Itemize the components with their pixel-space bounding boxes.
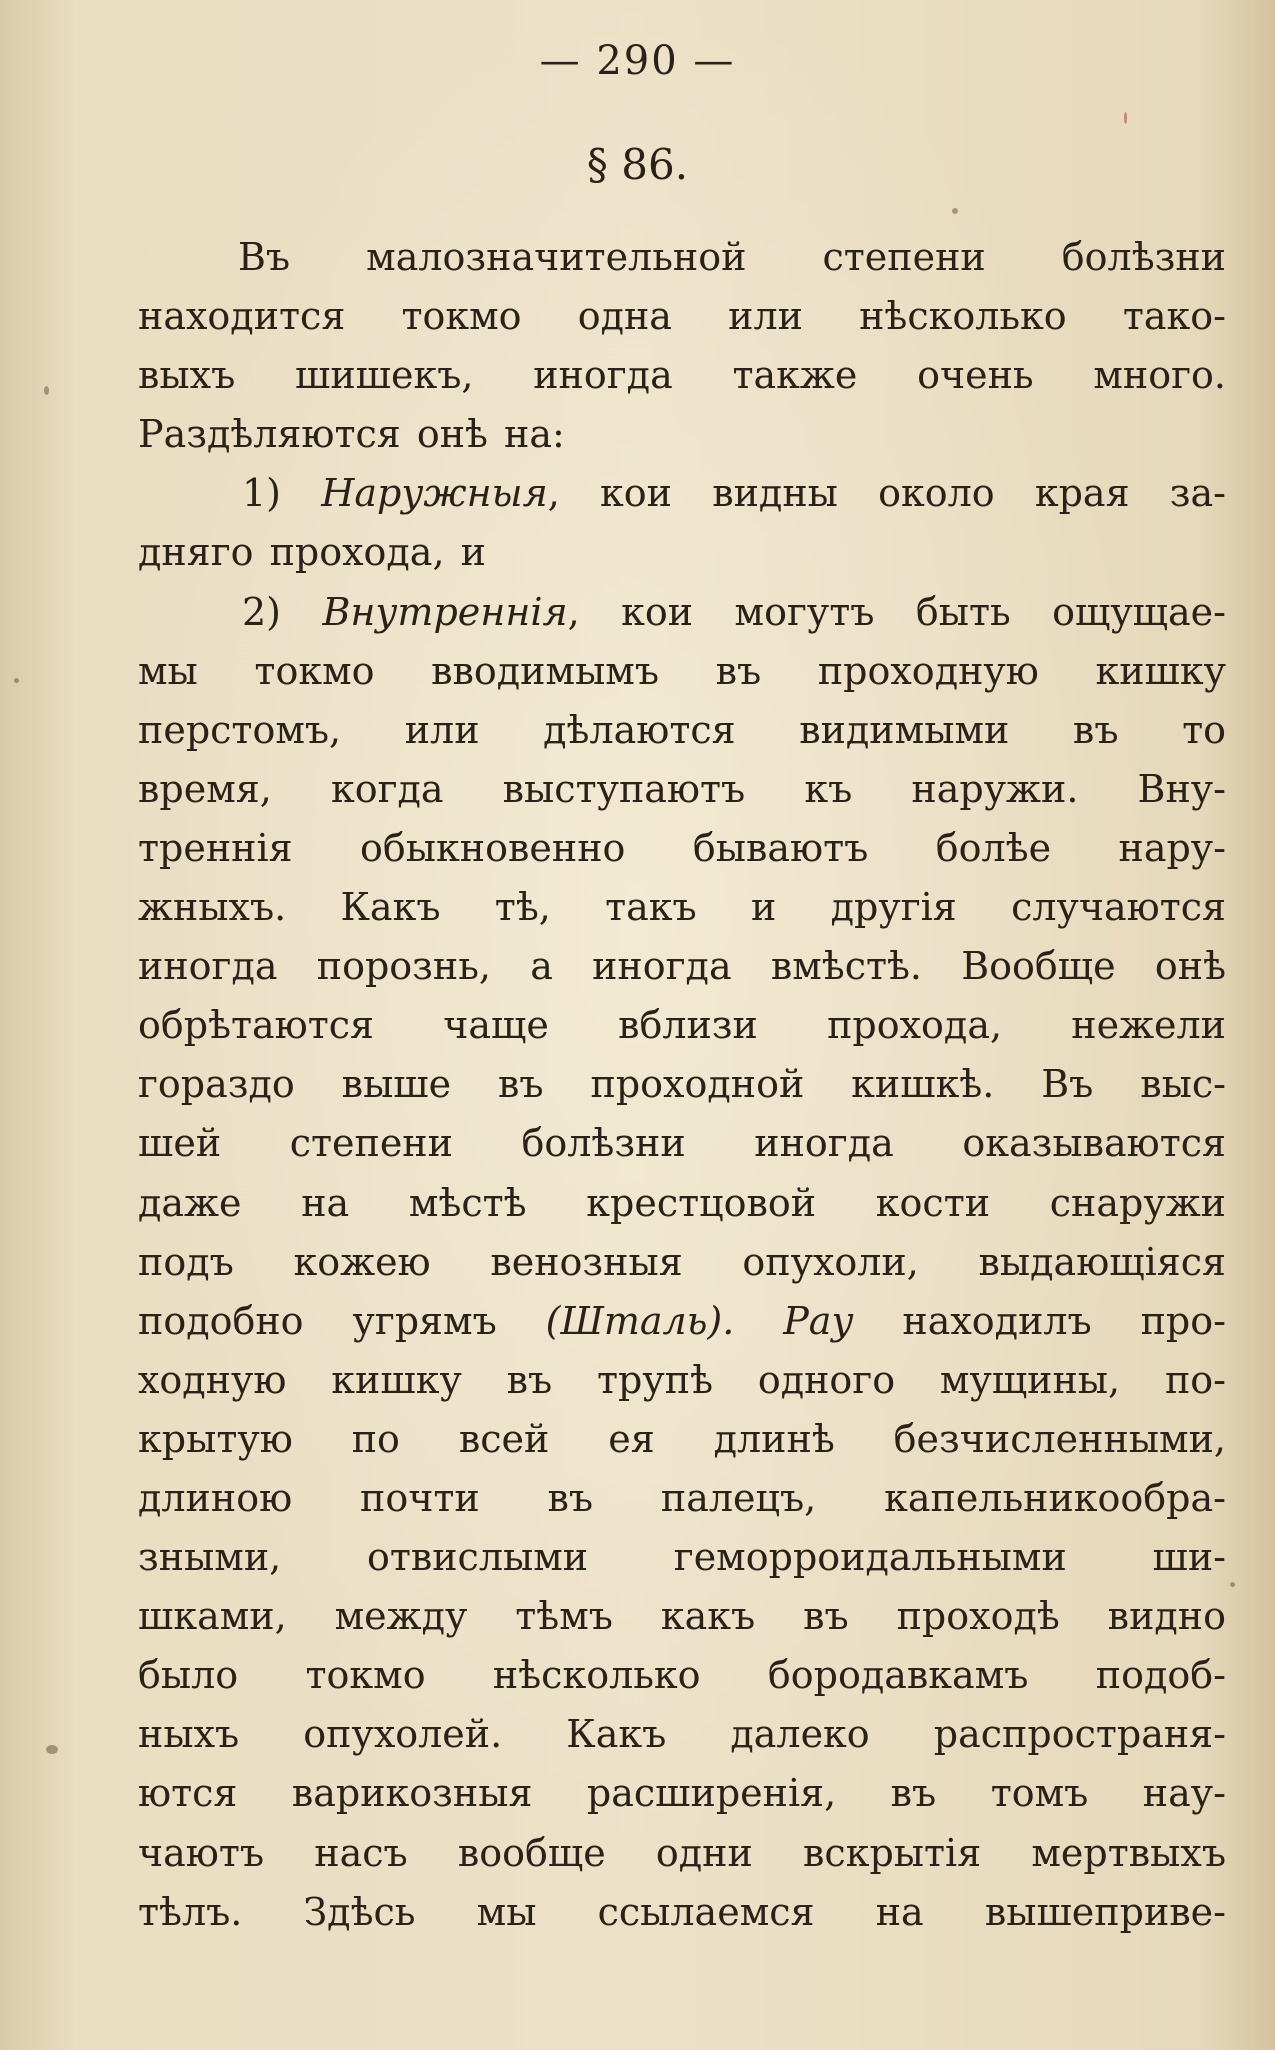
text-segment: , кои могутъ быть ощущае- xyxy=(567,589,1226,634)
text-line xyxy=(138,1174,1226,1233)
paper-speck xyxy=(14,678,19,683)
text-segment: длиною почти въ палецъ, капельникообра- xyxy=(138,1475,1226,1520)
text-segment: подъ кожею венозныя опухоли, выдающіяся xyxy=(138,1239,1226,1284)
text-segment: находится токмо одна или нѣсколько тако- xyxy=(138,294,1226,339)
text-line xyxy=(138,819,1226,878)
text-segment: тѣлъ. Здѣсь мы ссылаемся на вышеприве- xyxy=(138,1889,1226,1934)
text-line xyxy=(138,287,1226,346)
text-line xyxy=(138,346,1226,405)
section-heading: § 86. xyxy=(586,140,689,189)
text-segment: находилъ про- xyxy=(853,1298,1226,1343)
text-segment: ходную кишку въ трупѣ одного мущины, по- xyxy=(138,1357,1226,1402)
paper-speck xyxy=(46,1745,58,1754)
text-segment: ются варикозныя расширенія, въ томъ нау- xyxy=(138,1771,1226,1816)
text-segment: подобно угрямъ xyxy=(138,1298,546,1343)
text-line xyxy=(138,760,1226,819)
text-segment: Раздѣляются онѣ на: xyxy=(138,412,565,457)
italic-term: Внутреннія xyxy=(322,589,568,634)
paper-speck xyxy=(1124,112,1127,124)
text-segment: 1) xyxy=(242,471,322,516)
text-segment: крытую по всей ея длинѣ безчисленными, xyxy=(138,1416,1226,1461)
text-line xyxy=(138,1646,1226,1705)
italic-term: (Шталь). Рау xyxy=(545,1298,854,1343)
text-line xyxy=(138,1469,1226,1528)
text-line xyxy=(138,1351,1226,1410)
text-line xyxy=(138,1528,1226,1587)
text-line xyxy=(138,878,1226,937)
page-number: — 290 — xyxy=(539,38,736,84)
text-line xyxy=(138,583,1226,642)
text-line xyxy=(138,523,1226,582)
text-segment: ныхъ опухолей. Какъ далеко распространя- xyxy=(138,1712,1226,1757)
text-line xyxy=(138,1233,1226,1292)
text-line xyxy=(138,1705,1226,1764)
text-segment: треннія обыкновенно бываютъ болѣе нару- xyxy=(138,825,1226,870)
italic-term: Наружныя xyxy=(321,471,548,516)
text-segment: шками, между тѣмъ какъ въ проходѣ видно xyxy=(138,1594,1226,1639)
text-line xyxy=(138,1883,1226,1942)
text-segment: зными, отвислыми геморроидальными ши- xyxy=(138,1535,1226,1580)
text-line xyxy=(138,937,1226,996)
text-line xyxy=(138,701,1226,760)
text-segment: выхъ шишекъ, иногда также очень много. xyxy=(138,353,1226,398)
paper-speck xyxy=(44,386,49,395)
text-line xyxy=(138,642,1226,701)
text-segment: гораздо выше въ проходной кишкѣ. Въ выс- xyxy=(138,1062,1226,1107)
text-line xyxy=(138,1587,1226,1646)
text-line xyxy=(138,996,1226,1055)
text-segment: даже на мѣстѣ крестцовой кости снаружи xyxy=(138,1180,1226,1225)
text-segment: , кои видны около края за- xyxy=(547,471,1226,516)
text-segment: жныхъ. Какъ тѣ, такъ и другія случаются xyxy=(138,885,1226,930)
text-segment: перстомъ, или дѣлаются видимыми въ то xyxy=(138,707,1226,752)
text-segment: было токмо нѣсколько бородавкамъ подоб- xyxy=(138,1653,1226,1698)
text-line xyxy=(138,1114,1226,1173)
text-segment: чаютъ насъ вообще одни вскрытія мертвыхъ xyxy=(138,1830,1226,1875)
text-line xyxy=(138,405,1226,464)
text-line xyxy=(138,228,1226,287)
text-segment: шей степени болѣзни иногда оказываются xyxy=(138,1121,1226,1166)
paper-speck xyxy=(952,208,958,214)
text-line xyxy=(138,1824,1226,1883)
text-line xyxy=(138,1292,1226,1351)
text-line xyxy=(138,464,1226,523)
text-segment: дняго прохода, и xyxy=(138,530,486,575)
text-segment: мы токмо вводимымъ въ проходную кишку xyxy=(138,648,1226,693)
text-segment: время, когда выступаютъ къ наружи. Вну- xyxy=(138,766,1226,811)
paper-speck xyxy=(1230,1582,1235,1587)
text-segment: 2) xyxy=(242,589,323,634)
text-segment: иногда порознь, а иногда вмѣстѣ. Вообще онѣ xyxy=(138,944,1226,989)
text-segment: Въ малозначительной степени болѣзни xyxy=(238,235,1226,279)
text-line xyxy=(138,1764,1226,1823)
text-segment: обрѣтаются чаще вблизи прохода, нежели xyxy=(138,1003,1226,1048)
body-text xyxy=(138,228,1226,1942)
text-line xyxy=(138,1410,1226,1469)
text-line xyxy=(138,1055,1226,1114)
